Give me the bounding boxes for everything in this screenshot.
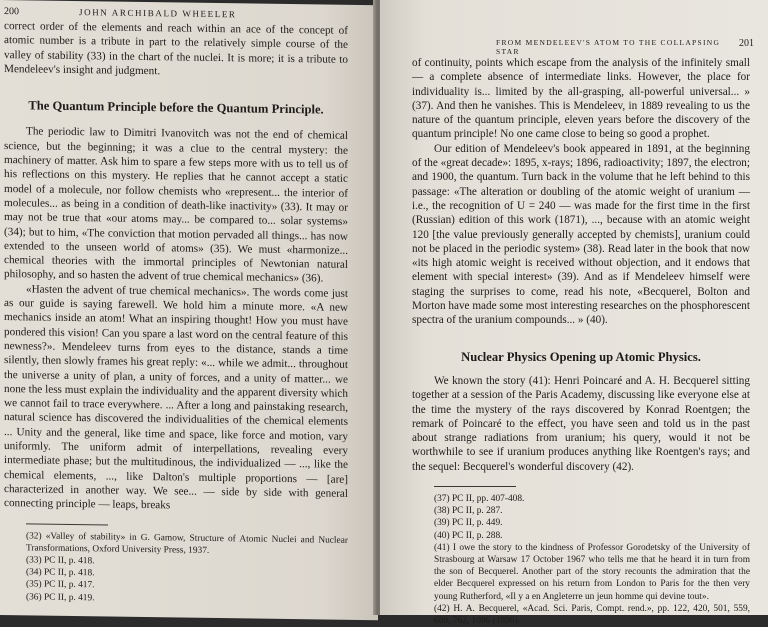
footnote: (36) PC II, p. 419. <box>26 591 95 603</box>
left-running-title: JOHN ARCHIBALD WHEELER <box>79 7 237 20</box>
left-page <box>0 0 378 620</box>
right-paragraph-3: We known the story (41): Henri Poincaré and A. H. Becquerel sitting together at a session of the Paris Academy, discussing like everyone else at the time the mystery of the rays discovered by Konrad Roentgen; the remark of Poincaré to the effect, you have seen and told us in the past about strange radiations from uranium; his query, would it not be worthwhile to see if uranium produces anything like Roentgen's rays; and the sequel: Becquerel's wonderful discovery (42). <box>412 374 750 473</box>
left-footnotes <box>4 530 348 608</box>
footnote: (38) PC II, p. 287. <box>434 506 503 517</box>
left-footnote-rule <box>26 523 108 525</box>
right-footnote-rule <box>434 486 516 487</box>
left-paragraph-2: «Hasten the advent of true chemical mechanics». The words come just as our guide is saying farewell. We hold him a minute more. «A new mechanics inside an atom! What an inspiring thought! How you must have pondered this vision! Can you spare a last word on the central feature of this newness?». Mendeleev turns from eyes to the distance, stands a time silently, then slowly frames his great reply: «... while we admit... throughout the universe a unity of plan, a unity of forces, and a unity of matter... we none the less must explain the individuality and the apparent diversity which we cannot fail to trace everywhere. ... After a long and painstaking research, natural science has discovered the individualities of the chemical elements ... Unity and the general, like time and space, like force and motion, vary uniformly. The uniform admit of interpellations, revealing every intermediate phase; but the multitudinous, the individualized — ..., like the chemical elements, ..., like Dalton's multiple proportions — [are] characterized in another way. We see... — side by side with general connecting principle — leaps, breaks <box>4 283 348 512</box>
footnote: (34) PC II, p. 418. <box>26 567 95 579</box>
right-paragraph-1: of continuity, points which escape from the analysis of the infinitely small — a complete absence of intermediate links. However, the place for individuality is... limited by the all-grasping, all-powerful universal... » (37). And then he vanishes. This is Mendeleev, in 1889 revealing to us the nature of the quantum principle, eleven years before the discovery of the quantum principle! No one came close to being so good a prophet. <box>412 57 750 141</box>
footnote: (42) H. A. Becquerel, «Acad. Sci. Paris, Compt. rend.», pp. 122, 420, 501, 559, 689, 762, 1086 (1896). <box>434 603 750 627</box>
right-page <box>380 0 768 627</box>
right-footnotes <box>412 493 750 627</box>
left-paragraph-1: The periodic law to Dimitri Ivanovitch was not the end of chemical science, but the beginning; it was a clue to the central mystery: the machinery of matter. Ask him to spare a few steps more with us to tell us of his reflections on this mystery. He replies that he cannot accept a static model of a molecule, nor follow chemists who «represent... the interior of molecules... as being in a condition of death-like inactivity» (33). It may or may not be true that «our atoms may... be compared to... solar systems» (34); but to him, «The conviction that motion pervaded all things... has now extended to the unseen world of atoms» (35). We must «harmonize... chemical theories with the immortal principles of Newtonian natural philosophy, and so hasten the advent of true chemical mechanics» (36). <box>4 125 348 285</box>
right-running-title: FROM MENDELEEV'S ATOM TO THE COLLAPSING STAR <box>496 38 721 56</box>
right-running-head <box>496 38 754 56</box>
left-page-number: 200 <box>4 6 19 18</box>
left-intro-paragraph: correct order of the elements and reach within an ace of the concept of atomic number is a tribute in part to the relatively simple course of the valley of stability (33) in the chart of the nuclei. It is more; it is a tribute to Mendeleev's insight and judgment. <box>4 20 348 78</box>
footnote: (40) PC II, p. 288. <box>434 530 503 541</box>
right-section-heading: Nuclear Physics Opening up Atomic Physics. <box>461 349 701 364</box>
footnote: (37) PC II, pp. 407-408. <box>434 494 525 505</box>
left-section-heading: The Quantum Principle before the Quantum Principle. <box>28 98 324 117</box>
footnote: (33) PC II, p. 418. <box>26 555 95 567</box>
footnote: (35) PC II, p. 417. <box>26 579 95 591</box>
footnote: (32) «Valley of stability» in G. Gamow, Structure of Atomic Nuclei and Nuclear Transformations, Oxford University Press, 1937. <box>26 530 348 556</box>
footnote: (41) I owe the story to the kindness of Professor Gorodetsky of the University of Strasbourg at Warsaw 17 October 1967 who tells me that he heard it in turn from the son of Becquerel. Another part of the story recounts the admiration that the elder Becquerel expressed on his return from London to Paris for the then very young Rutherford, «Il y a en Angleterre un jeun homme qui devine tout». <box>434 542 750 602</box>
right-page-number: 201 <box>739 38 754 49</box>
right-paragraph-2: Our edition of Mendeleev's book appeared in 1891, at the beginning of the «great decade»: 1895, x-rays; 1896, radioactivity; 1897, the electron; and 1900, the quantum. Turn back in the volume that he left behind to this passage: «The alteration or doubling of the atomic weight of uranium — i.e., the recognition of U = 240 — was made for the first time in the first (Russian) edition of this work (1871), ..., because with an atomic weight 120 [the value previously generally accepted by chemists], uranium could not be placed in the periodic system» (38). Read later in the book that now «its high atomic weight is received without objection, and it endows that element with special interest» (39). And as if Mendeleev himself were staging the surprises to come, read his note, «Becquerel, Bolton and Morton have made some most interesting researches on the phosphorescent spectra of the uranium compounds... » (40). <box>412 142 750 327</box>
footnote: (39) PC II, p. 449. <box>434 518 503 529</box>
